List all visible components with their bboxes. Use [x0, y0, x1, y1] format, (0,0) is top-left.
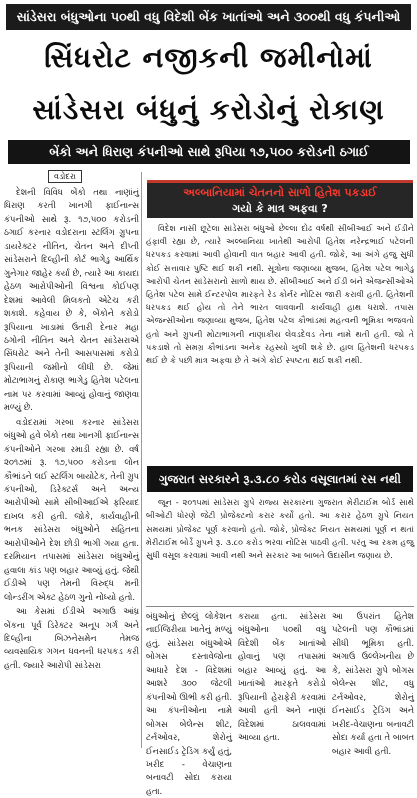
sidebar-story — [146, 222, 414, 462]
bottom-paragraph-2: કરાયા હતા. સાંડેસરા બંધુઓના ૫૦થી વધુ વિદેશી બેંક ખાતાંઓ હોવાનું પણ તપાસમાં બહાર આવ્યું હતું. આ ખાતાંઓ મારફતે કરોડો રૂપિયાની હેરાફેરી કરવામાં આવી હતી અને નાણાં વિદેશમાં ઠાલવવામાં આવ્યા હતા. — [238, 611, 326, 743]
secondary-headline-text: ગુજરાત સરકારને રૂ.૩.૮૦ કરોડ વસૂલાતમાં રસ નથી — [159, 471, 401, 486]
subheadline-text: બેંકો અને ધિરાણ કંપનીઓ સાથે રૂપિયા ૧૭,૫૦૦ કરોડની ઠગાઈ — [49, 144, 369, 159]
bottom-column-2 — [238, 610, 326, 748]
bottom-paragraph-1: બંધુઓનું છેલ્લું લોકેશન નાઈજિરીયા ખાતેનું મળ્યું હતું. સાંડેસરા બંધુઓએ બોગસ દસ્તાવેજોના આધારે દેશ - વિદેશમાં આશરે ૩૦૦ જેટલી કંપનીઓ ઊભી કરી હતી. આ કંપનીઓના નામે બોગસ બેલેન્સ શીટ, ટર્નઓવર, શેરોનું ઈનસાઈડ ટ્રેડિંગ કર્યું હતું, ખરીદ - વેચાણના બનાવટી સોદા કરાયા હતા. — [146, 611, 232, 796]
kicker-bar — [6, 4, 411, 30]
bottom-paragraph-3: આ ઉપરાંત હિતેશ પટેલની પણ કૌભાંડમાં સીધી ભૂમિકા હતી. અગાઉ ઉલ્લેખનીય છે કે, સાંડેસરા ગ્રુપે બોગસ બેલેન્સ શીટ, વધુ ટર્નઓવર, શેરોનું ઈનસાઈડ ટ્રેડિંગ અને ખરીદ-વેચાણના બનાવટી સોદા કર્યા હતા તે બાબત બહાર આવી હતી. — [332, 611, 414, 756]
sidebar-headline — [147, 180, 413, 218]
kicker-text: સાંડેસરા બંધુઓના ૫૦થી વધુ વિદેશી બેંક ખાતાંઓ અને ૩૦૦થી વધુ કંપનીઓ — [16, 9, 401, 24]
sidebar-paragraph: વિદેશ નાસી છૂટેલા સાંડેસરા બંધુઓ છેલ્લા દોઢ વર્ષથી સીબીઆઈ અને ઈડીને હંફાવી રહ્યા છે, ત્યારે અલ્બાનિયા ખાતેથી આરોપી હિતેશ નરેન્દ્રભાઈ પટેલની ધરપકડ કરવામાં આવી હોવાની વાત બહાર આવી હતી. જોકે, આ અંગે હજુ સુધી કોઈ સત્તાવાર પુષ્ટિ થઈ શકી નથી. સૂત્રોના જણાવ્યા મુજબ, હિતેશ પટેલ ભાગેડુ આરોપી ચેતન સાંડેસરાનો સાળો થાય છે. સીબીઆઈ અને ઈડી બંને એજન્સીઓએ હિતેશ પટેલ સામે ઈન્ટરપોલ મારફતે રેડ કોર્નર નોટિસ જારી કરાવી હતી. હિતેશની ધરપકડ થઈ હોય તો તેને ભારત લાવવાની કાર્યવાહી હાથ ધરાશે. તપાસ એજન્સીઓના જણાવ્યા મુજબ, હિતેશ પટેલ કૌભાંડમાં મહત્વની ભૂમિકા ભજવતો હતો અને ગ્રુપની મોટાભાગની નાણાકીય લેવડદેવડ તેના નામે થતી હતી. જો તે પકડાશે તો સમગ્ર કૌભાંડના અનેક રહસ્યો ખુલી શકે છે. હાલ હિતેશની ધરપકડ થઈ છે કે પછી માત્ર અફવા છે તે અંગે કોઈ સ્પષ્ટતા થઈ શકી નથી. — [146, 223, 414, 366]
left-column — [4, 186, 139, 748]
subheadline-bar — [8, 140, 410, 164]
column-divider — [141, 172, 142, 748]
byline-tag: વડોદરા — [48, 170, 82, 183]
sidebar-headline-line-1: અલ્બાનિયામાં ચેતનનો સાળો હિતેશ પકડાઈ — [183, 186, 377, 199]
section-divider — [146, 606, 414, 607]
bottom-column-3 — [332, 610, 414, 756]
left-paragraph: વડોદરામાં ગરબા કરનાર સાંડેસરા બંધુઓ હવે બેંકો તથા ખાનગી ફાઈનાન્સ કંપનીઓને ગરબા રમાડી રહ્યા છે. વર્ષ ૨૦૧૭માં રૂ. ૧૭,૫૦૦ કરોડના લોન કૌભાંડને લઈ સ્ટર્લિંગ બાયોટેક, તેની ગ્રુપ કંપનીઓ, ડિરેક્ટર્સ અને અન્ય આરોપીઓ સામે સીબીઆઈએ ફરિયાદ દાખલ કરી હતી. જોકે, કાર્યવાહીની ભનક સાંડેસરા બંધુઓને સહિતના આરોપીઓને દેશ છોડી ભાગી ગયા હતા. દરમિયાન તપાસમાં સાંડેસરા બંધુઓનું હવાલા કાંડ પણ બહાર આવ્યું હતું. જેથી ઈડીએ પણ તેમની વિરુદ્ધ મની લોન્ડરીંગ એક્ટ હેઠળ ગુનો નોંધ્યો હતો. — [4, 416, 139, 602]
headline-line-2: સાંડેસરા બંધુનું કરોડોનું રોકાણ — [32, 93, 385, 126]
secondary-story — [146, 496, 414, 604]
bottom-column-1 — [146, 610, 232, 796]
secondary-paragraph: જૂન - ૨૦૧૫માં સાંડેસરા ગ્રુપે રાજ્ય સરકારના ગુજરાત મેરીટાઈમ બોર્ડ સાથે બીઓટી ધોરણે જેટી પ્રોજેક્ટનો કરાર કર્યો હતો. આ કરાર હેઠળ ગ્રુપે નિયત સમયમાં પ્રોજેક્ટ પૂર્ણ કરવાનો હતો. જોકે, પ્રોજેક્ટ નિયત સમયમાં પૂર્ણ ન થતાં મેરીટાઈમ બોર્ડે ગ્રુપને રૂ. ૩.૮૦ કરોડ ભરવા નોટિસ પાઠવી હતી. પરંતુ આ રકમ હજુ સુધી વસૂલ કરવામાં આવી નથી અને સરકાર આ બાબતે ઉદાસીન જણાય છે. — [146, 497, 414, 561]
left-paragraph: આ કેસમાં ઈડીએ અગાઉ આંધ્ર બેંકના પૂર્વ ડિરેક્ટર અનૂપ ગર્ગ અને દિલ્હીના બિઝનેસમેન તેમજ વ્યવસાયિક ગગન ધવનની ધરપકડ કરી હતી. જ્યારે આરોપી સાંડેસરા — [4, 606, 139, 670]
left-paragraph: દેશની વિવિધ બેંકો તથા નાણાંનું ધિરાણ કરતી ખાનગી ફાઈનાન્સ કંપનીઓ સાથે રૂ. ૧૭,૫૦૦ કરોડની ઠગાઈ કરનાર વડોદરાના સ્ટર્લિંગ ગ્રુપના ડાયરેક્ટર નીતિન, ચેતન અને દીપ્તી સાંડેસરાને દિલ્હીની કોર્ટ ભાગેડુ આર્થિક ગુનેગાર જાહેર કર્યા છે, ત્યારે આ કાયદા હેઠળ આરોપીઓની વિશ્વના કોઈપણ દેશમાં આવેલી મિલકતો એટેચ કરી શકાશે. કહેવાય છે કે, બેંકોને કરોડો રૂપિયાના ખાડામાં ઉતારી દેનાર મહા ઠગોની નીતિન અને ચેતન સાંડેસરાએ સિંધરોટ અને તેની આસપાસમાં કરોડો રૂપિયાની જમીનો લીધી છે. જેમાં મોટાભાગનું રોકાણ ભાગેડુ હિતેશ પટેલના નામ પર કરવામાં આવ્યું હોવાનું જાણવા મળ્યું છે. — [4, 187, 139, 413]
secondary-headline-bar — [147, 466, 413, 492]
sidebar-headline-line-2: ગયો કે માત્ર અફવા ? — [232, 202, 328, 215]
headline-line-1: સિંધરોટ નજીકની જમીનોમાં — [44, 41, 373, 74]
